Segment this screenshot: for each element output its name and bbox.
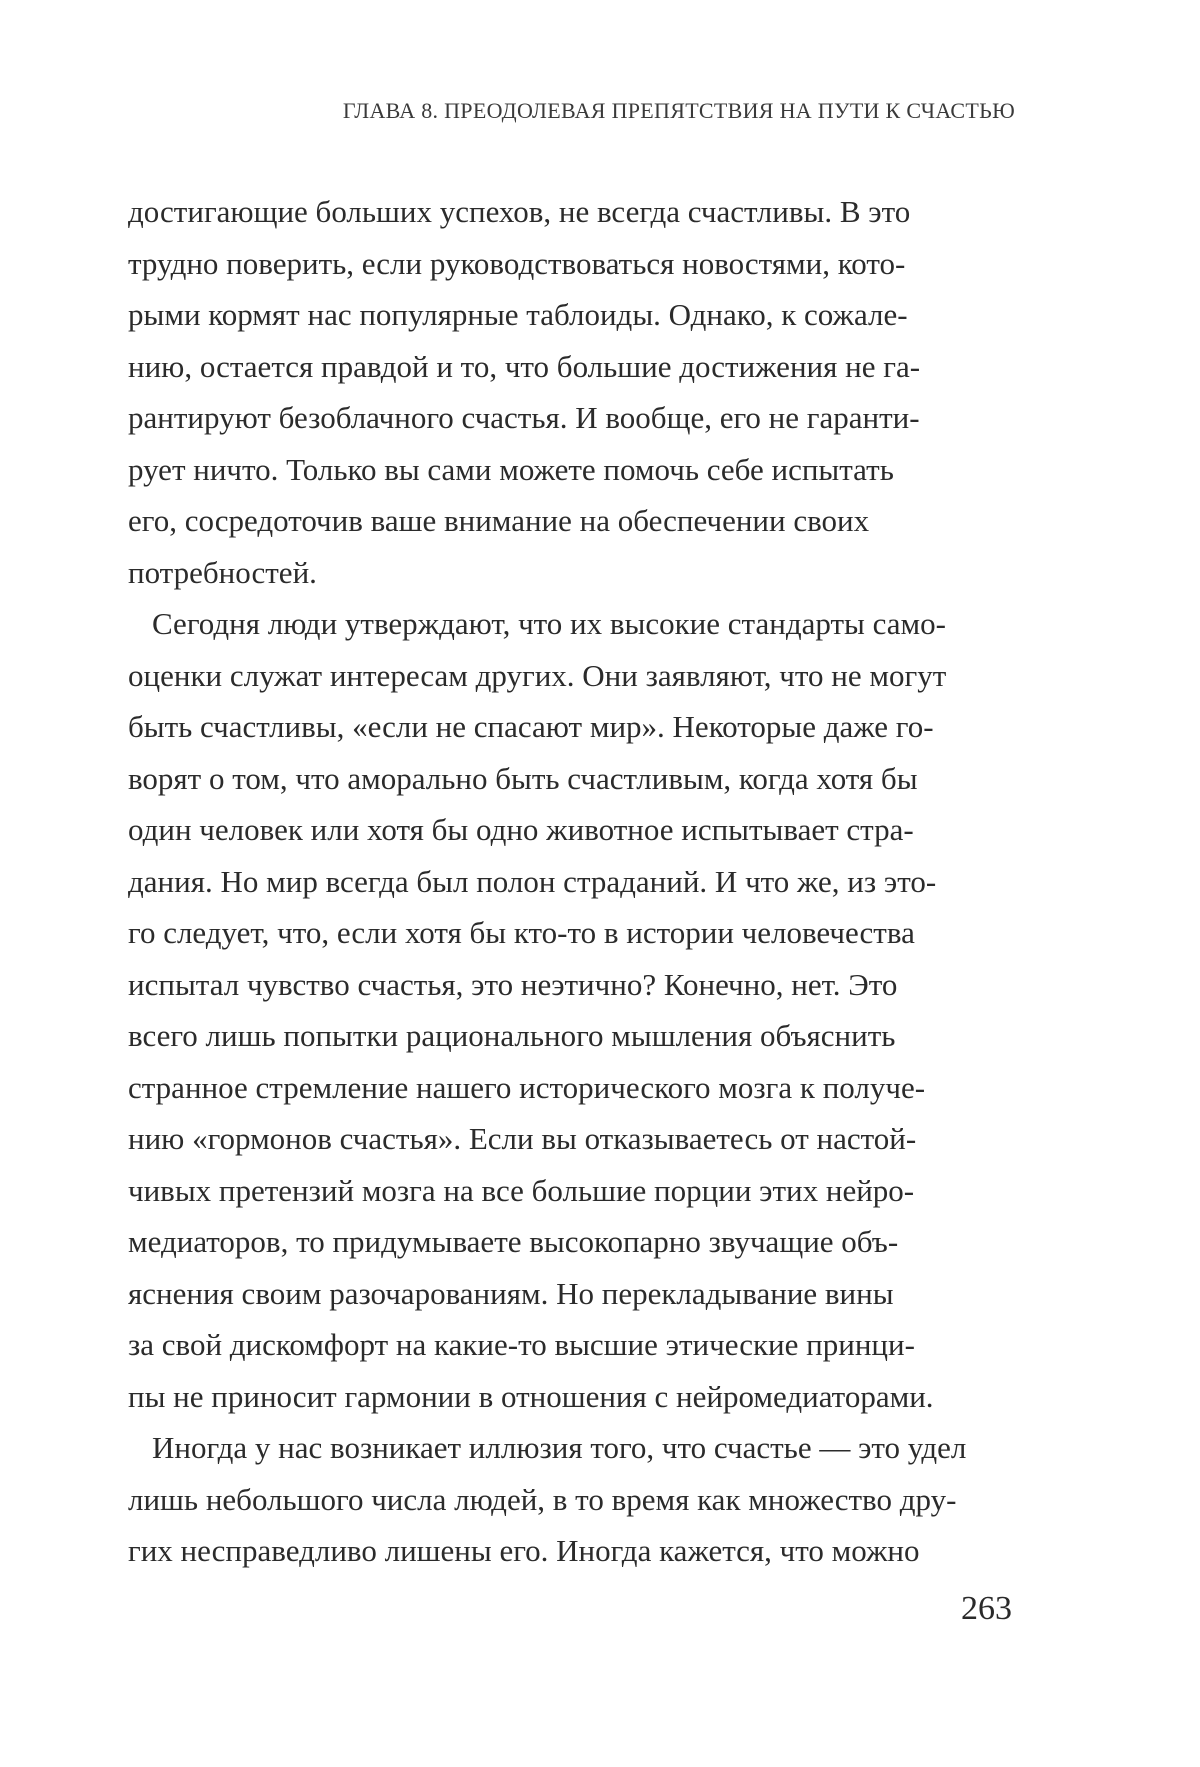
- text-line: один человек или хотя бы одно животное испытывает стра-: [128, 812, 914, 847]
- text-line: рыми кормят нас популярные таблоиды. Однако, к сожале-: [128, 297, 908, 332]
- paragraph-first-line: Иногда у нас возникает иллюзия того, что счастье — это удел: [152, 1430, 967, 1465]
- text-line: чивых претензий мозга на все большие порции этих нейро-: [128, 1172, 915, 1208]
- text-line: его, сосредоточив ваше внимание на обеспечении своих: [128, 503, 870, 538]
- text-line: яснения своим разочарованиям. Но перекладывание вины: [128, 1275, 894, 1311]
- text-line: гих несправедливо лишены его. Иногда кажется, что можно: [128, 1533, 920, 1568]
- text-line: лишь небольшого числа людей, в то время как множество дру-: [128, 1481, 957, 1517]
- text-line: ворят о том, что аморально быть счастливым, когда хотя бы: [128, 760, 918, 796]
- text-line: рантируют безоблачного счастья. И вообще, его не гаранти-: [128, 400, 920, 435]
- text-line: быть счастливы, «если не спасают мир». Некоторые даже го-: [128, 709, 934, 744]
- text-line: медиаторов, то придумываете высокопарно звучащие объ-: [128, 1224, 899, 1259]
- text-line: за свой дискомфорт на какие-то высшие этические принци-: [128, 1327, 915, 1362]
- text-line: испытал чувство счастья, это неэтично? Конечно, нет. Это: [128, 966, 898, 1002]
- page-number: 263: [961, 1590, 1012, 1627]
- text-line: всего лишь попытки рационального мышления объяснить: [128, 1018, 896, 1053]
- text-line: трудно поверить, если руководствоваться новостями, кото-: [128, 245, 906, 281]
- text-line: рует ничто. Только вы сами можете помочь себе испытать: [128, 451, 894, 487]
- text-line: достигающие больших успехов, не всегда счастливы. В это: [128, 194, 911, 229]
- text-line: странное стремление нашего исторического мозга к получе-: [128, 1069, 926, 1105]
- text-line: го следует, что, если хотя бы кто-то в истории человечества: [128, 915, 915, 950]
- text-line: пы не приносит гармонии в отношения с нейромедиаторами.: [128, 1378, 934, 1414]
- body-text: [128, 186, 1028, 1577]
- text-line: дания. Но мир всегда был полон страданий. И что же, из это-: [128, 863, 937, 899]
- text-line: нию, остается правдой и то, что большие достижения не га-: [128, 348, 921, 384]
- running-head: ГЛАВА 8. ПРЕОДОЛЕВАЯ ПРЕПЯТСТВИЯ НА ПУТИ К СЧАСТЬЮ: [342, 98, 1015, 123]
- paragraph-first-line: Сегодня люди утверждают, что их высокие стандарты само-: [152, 606, 946, 641]
- text-line: оценки служат интересам других. Они заявляют, что не могут: [128, 657, 947, 693]
- text-line: нию «гормонов счастья». Если вы отказываетесь от настой-: [128, 1121, 917, 1156]
- text-line: потребностей.: [128, 554, 317, 590]
